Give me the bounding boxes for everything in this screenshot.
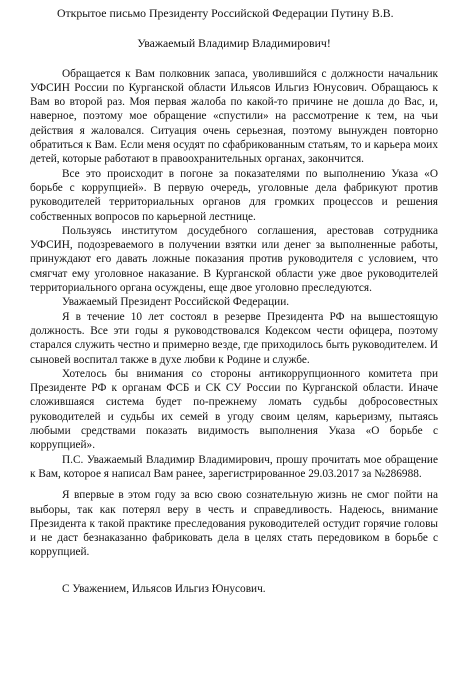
paragraph-4: Я в течение 10 лет состоял в резерве Президента РФ на вышестоящую должность. Все эти годы я руководствовался Кодексом чести офицера, поэтому старался служить честно и примерно везде, где приходилось быть руководителем. И сыновей воспитал также в духе любви к Родине и службе. bbox=[30, 310, 438, 366]
letter-signoff: С Уважением, Ильясов Ильгиз Юнусович. bbox=[62, 582, 266, 595]
postscript-paragraph: П.С. Уважаемый Владимир Владимирович, прошу прочитать мое обращение к Вам, которое я написал Вам ранее, зарегистрированное 29.03.2017 за №286988. bbox=[30, 453, 438, 480]
paragraph-gap bbox=[30, 481, 438, 488]
paragraph-3: Пользуясь институтом досудебного соглашения, арестовав сотрудника УФСИН, подозреваемого в получении взятки или денег за выполненные работы, принуждают его давать ложные показания против руководителя с условием, что смягчат ему уголовное наказание. В Курганской области уже двое руководителей территориального органа осуждены, еще двое уголовно преследуются. bbox=[30, 224, 438, 295]
paragraph-2: Все это происходит в погоне за показателями по выполнению Указа «О борьбе с коррупцией». В первую очередь, уголовные дела фабрикуют против руководителей территориальных органов для громких процессов и решения собственных вопросов по карьерной лестнице. bbox=[30, 167, 438, 223]
second-address: Уважаемый Президент Российской Федерации. bbox=[62, 296, 290, 309]
paragraph-final: Я впервые в этом году за всю свою сознательную жизнь не смог пойти на выборы, так как потерял веру в честь и справедливость. Надеюсь, внимание Президента к такой практике преследования руководителей остудит горячие головы и не даст безнаказанно фабриковать дела в целях стать передовиком в борьбе с коррупцией. bbox=[30, 489, 438, 559]
letter-greeting: Уважаемый Владимир Владимирович! bbox=[137, 36, 331, 51]
paragraph-5: Хотелось бы внимания со стороны антикоррупционного комитета при Президенте РФ к органам ФСБ и СК СУ России по Курганской области. Иначе сложившаяся система будет по-прежнему ломать судьбы добросовестных руководителей и судьбы их семей в угоду своим целям, карьеризму, пытаясь любыми средствами показать видимость выполнения Указа «О борьбе с коррупцией». bbox=[30, 367, 438, 452]
letter-title: Открытое письмо Президенту Российской Федерации Путину В.В. bbox=[57, 6, 394, 20]
paragraph-1: Обращается к Вам полковник запаса, уволившийся с должности начальник УФСИН России по Курганской области Ильясов Ильгиз Юнусович. Обращаюсь к Вам во второй раз. Моя первая жалоба по какой-то причине не дошла до Вас, и, наверное, поэтому мое обращение «спустили» на рассмотрение к тем, на чьи действия я жаловался. Ситуация очень серьезная, поэтому вынужден повторно обратиться к Вам. Если меня осудят по сфабрикованным статьям, то и карьера моих детей, которые работают в правоохранительных органах, закончится. bbox=[30, 67, 438, 166]
